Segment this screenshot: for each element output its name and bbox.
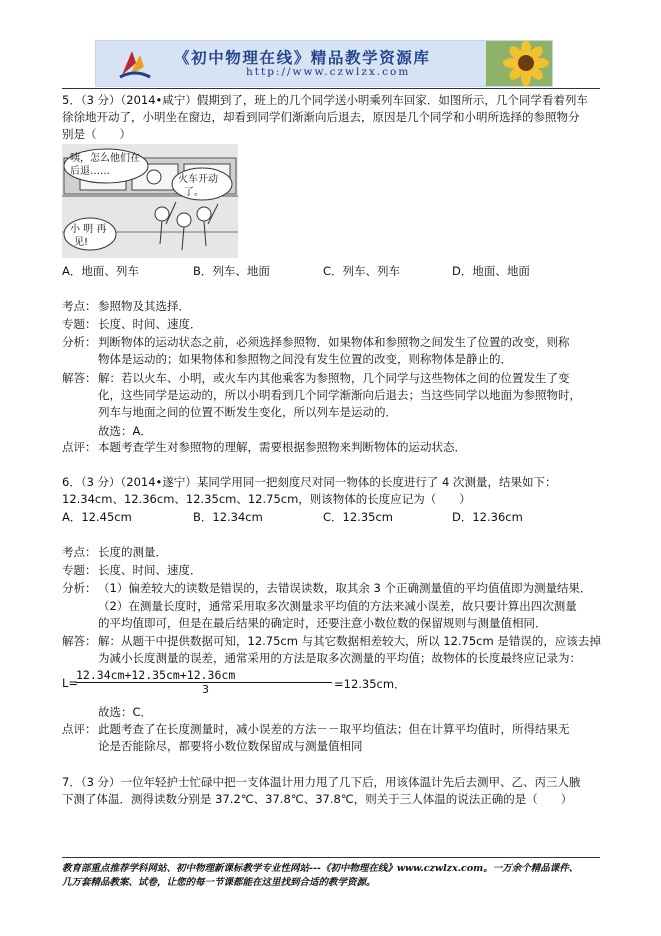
q5-kaodian-label: 考点： <box>62 299 97 313</box>
page-footer <box>62 862 607 890</box>
q5-option-d: D．地面、地面 <box>452 264 530 278</box>
average-formula <box>62 668 406 698</box>
q5-dianping: 本题考查学生对参照物的理解，需要根据参照物来判断物体的运动状态． <box>98 440 466 454</box>
site-logo <box>118 47 152 81</box>
q5-fenxi-line-2: 物体是运动的；如果物体和参照物之间没有发生位置的改变，则称物体是静止的． <box>98 352 512 366</box>
bubble1-line2: 后退…… <box>70 166 110 177</box>
q5-fenxi-label: 分析： <box>62 335 97 349</box>
q5-option-b: B．列车、地面 <box>193 264 270 278</box>
q6-jieda-label: 解答： <box>62 634 97 648</box>
bubble2-line1: 火车开动 <box>178 174 218 185</box>
bubble2-line2: 了。 <box>184 187 204 198</box>
formula-denominator: 3 <box>202 683 209 696</box>
q6-fenxi-line-1: （1）偏差较大的读数是错误的，去错误读数，取其余 3 个正确测量值的平均值值即为测量结果． <box>98 581 592 595</box>
formula-numerator: 12.34cm+12.35cm+12.36cm <box>76 668 236 682</box>
formula-rhs: =12.35cm． <box>334 677 406 691</box>
q6-stem-line-2: 12.34cm、12.36cm、12.35cm、12.75cm，则该物体的长度应记为（ ） <box>62 492 471 506</box>
formula-lhs: L= <box>62 676 79 690</box>
q5-fenxi-line-1: 判断物体的运动状态之前，必须选择参照物．如果物体和参照物之间发生了位置的改变，则称 <box>98 335 570 349</box>
banner-title: 《初中物理在线》精品教学资源库 <box>174 48 431 67</box>
q7-stem-line-1: 7．（3 分）一位年轻护士忙碌中把一支体温计用力甩了几下后，用该体温计先后去测甲、乙、丙三人腋 <box>62 775 581 789</box>
q6-zhuanti-label: 专题： <box>62 563 97 577</box>
q6-stem-line-1: 6．（3 分）（2014•遂宁）某同学用同一把刻度尺对同一物体的长度进行了 4 次测量，结果如下： <box>62 475 557 489</box>
q5-jieda-label: 解答： <box>62 371 97 385</box>
q6-kaodian-label: 考点： <box>62 545 97 559</box>
q6-option-a: A．12.45cm <box>62 510 132 524</box>
header-banner <box>95 40 553 87</box>
q6-zhuanti: 长度、时间、速度． <box>98 563 202 577</box>
q6-fenxi-label: 分析： <box>62 581 97 595</box>
sunflower-icon <box>486 41 553 87</box>
q6-jieda-line-2: 为减小长度测量的误差，通常采用的方法是取多次测量的平均值；故物体的长度最终应记录为： <box>98 651 581 665</box>
q6-dianping-label: 点评： <box>62 722 97 736</box>
header-rule <box>62 88 600 89</box>
train-illustration <box>62 144 238 258</box>
bubble3-line2: 见! <box>74 237 89 248</box>
footer-line-2: 几万套精品教案、试卷，让您的每一节课都能在这里找到合适的教学资源。 <box>62 877 376 888</box>
q6-fenxi-line-2: （2）在测量长度时，通常采用取多次测量求平均值的方法来减小误差，故只要计算出四次测量 <box>98 599 577 613</box>
q5-option-c: C．列车、列车 <box>323 264 401 278</box>
q5-dianping-label: 点评： <box>62 440 97 454</box>
q5-option-a: A．地面、列车 <box>62 264 139 278</box>
q5-stem-line-3: 别是（ ） <box>62 127 131 141</box>
q6-fenxi-line-3: 的平均值即可，但是在最后结果的确定时，还要注意小数位数的保留规则与测量值相同． <box>98 616 547 630</box>
bubble3-line1: 小 明 再 <box>70 224 107 235</box>
q6-option-c: C．12.35cm <box>323 510 393 524</box>
q5-jieda-line-2: 化，这些同学是运动的，所以小明看到几个同学渐渐向后退去；当这些同学以地面为参照物时， <box>98 388 581 402</box>
q6-option-d: D．12.36cm <box>452 510 523 524</box>
q6-option-b: B．12.34cm <box>193 510 263 524</box>
q5-zhuanti: 长度、时间、速度． <box>98 317 202 331</box>
q5-answer: 故选：A． <box>98 424 152 438</box>
q6-jieda-line-1: 解：从题干中提供数据可知，12.75cm 与其它数据相差较大，所以 12.75cm 是错误的，应该去掉 <box>98 634 601 648</box>
q5-jieda-line-1: 解：若以火车、小明，或火车内其他乘客为参照物，几个同学与这些物体之间的位置发生了变 <box>98 371 570 385</box>
q6-dianping-line-1: 此题考查了在长度测量时，减小误差的方法－－取平均值法；但在计算平均值时，所得结果无 <box>98 722 570 736</box>
footer-line-1: 教育部重点推荐学科网站、初中物理新课标教学专业性网站---《初中物理在线》www.czwlzx.com。一万余个精品课件、 <box>62 863 579 874</box>
bubble1-line1: 咦，怎么他们在 <box>70 153 140 164</box>
q5-zhuanti-label: 专题： <box>62 317 97 331</box>
q5-jieda-line-3: 列车与地面之间的位置不断发生变化，所以列车是运动的． <box>98 405 397 419</box>
footer-rule <box>62 857 600 858</box>
q6-dianping-line-2: 论是否能除尽，都要将小数位数保留成与测量值相同 <box>98 739 363 753</box>
q6-answer: 故选：C． <box>98 705 153 719</box>
q5-stem-line-2: 徐徐地开动了，小明坐在窗边，却看到同学们渐渐向后退去，原因是几个同学和小明所选择的参照物分 <box>62 110 580 124</box>
banner-url[interactable]: http://www.czwlzx.com <box>246 66 411 78</box>
q6-kaodian: 长度的测量． <box>98 545 167 559</box>
q7-stem-line-2: 下测了体温．测得读数分别是 37.2℃、37.8℃、37.8℃，则关于三人体温的说法正确的是（ ） <box>62 792 573 806</box>
q5-stem-line-1: 5．（3 分）（2014•咸宁）假期到了，班上的几个同学送小明乘列车回家．如图所示，几个同学看着列车 <box>62 93 588 107</box>
q5-kaodian: 参照物及其选择． <box>98 299 190 313</box>
